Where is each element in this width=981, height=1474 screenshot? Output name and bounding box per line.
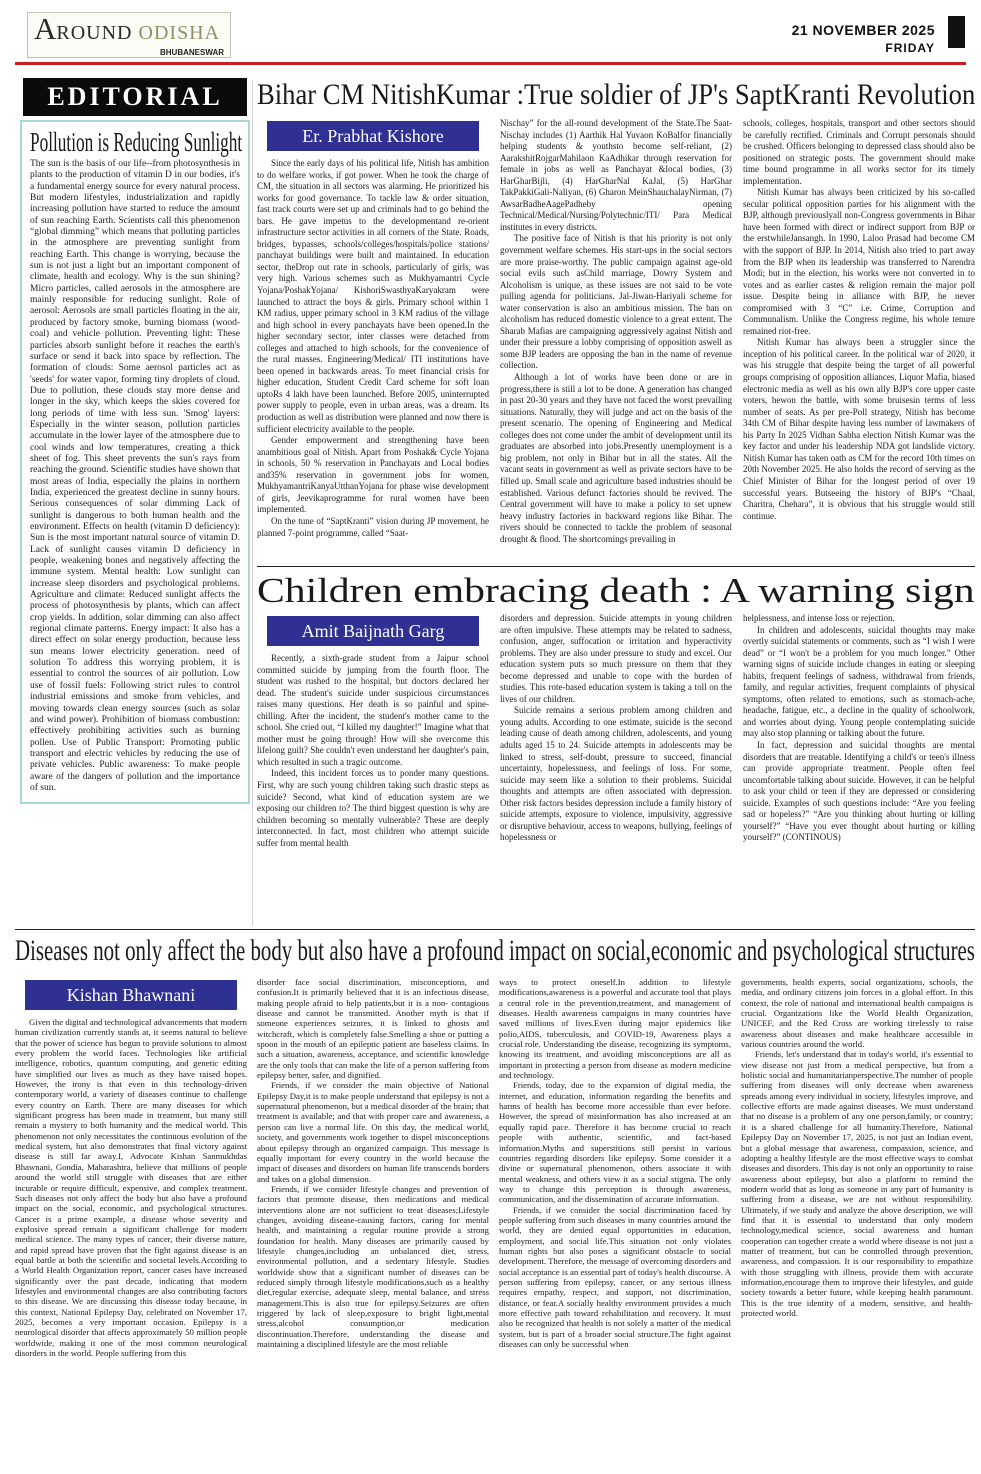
children-columns — [257, 613, 975, 927]
paragraph: Since the early days of his political life, Nitish has ambition to do welfare works, if got power. When he took the charge of CM, the situation in all sectors was alarming. He prioritized his works for good governance. To tackle law & order situation, fast track courts were set up and criminals had to go behind the bars. He gave impetus to the developmentand re-orient infrastructure sector activities in all corners of the State. Roads, bridges, bypasses, schools/colleges/hospitals/police stations/ panchayat buildings were built and maintained. In education sector, theDrop out rate in schools, particularly of girls, was very high. Various schemes such as Mukhyamantri Cycle Yojana/PoshakYojana/ KishoriSwasthyaKaryakram were launched to attract the boys & girls. Primary school within 1 KM radius, upper primary school in 3 KM radius of the village and high school in every panchayats have been opened.In the higher secondary sector, inter classes were detached from colleges and attached to high schools, for the convenience of the rural masses. Engineering/Medical/ ITI institutions have been opened in backwards areas. To meet financial crisis for higher education, Student Credit Card scheme for soft loan uptoRs 4 lakh have been launched. Before 2005, uninterrupted power supply to people, even in urban areas, was a dream. Its production as well as distribution were planned and now there is sufficient electricity available to the people. — [257, 158, 489, 434]
paragraph: ways to protect oneself.In addition to lifestyle modifications,awareness is a powerful and accurate tool that plays a central role in the prevention,treatment, and management of diseases. Health awareness campaigns in many countries have saved millions of lives.Even during major epidemics like polio,AIDS, tuberculosis, and COVID-19, Awareness plays a crucial role. Understanding the disease, recognizing its symptoms, knowing its treatment, and avoiding misconceptions are all as important in protecting a person from disease as modern medicine and technology. — [499, 977, 731, 1081]
diseases-column-1-text — [15, 1017, 247, 1358]
paragraph: Friends, if we consider the social discrimination faced by people suffering from such diseases in many countries around the world, they are denied equal opportunities in education, employment, and social life.This situation not only violates human rights but also poses a significant obstacle to social development. Therefore, the message of overcoming disorders and social acceptance is an essential part of today's health discourse. A person suffering from epilepsy, cancer, or any serious illness requires empathy, respect, and support, not discrimination, distance, or fear.A socially healthy environment provides a much more effective path toward rehabilitation and recovery. It must also be recognized that health is not solely a matter of the medical system, but is part of a broader social structure.The fight against diseases can only be successful when — [499, 1204, 731, 1350]
bihar-columns — [257, 118, 975, 565]
bihar-column-1-text — [257, 158, 489, 539]
bihar-column-2 — [500, 118, 732, 565]
bihar-column-1 — [257, 118, 489, 565]
paragraph: Friends, let's understand that in today's world, it's essential to view disease not just from a medical perspective, but from a holistic social and humanitarianperspective.The number of people suffering from diseases will only decrease when awareness spreads among every individual in society, lifestyles improve, and collective efforts are made against diseases. We must understand that no disease is a problem of any one person,family, or country; it is a shared challenge for all humanity.Therefore, National Epilepsy Day on November 17, 2025, is not just an Indian event, but a global message that awareness, compassion, science, and adopting a healthy lifestyle are the most effective ways to combat diseases and disorders. This day is not only an opportunity to raise awareness about epilepsy, but also a platform to remind the modern world that as long as someone in any part of humanity is suffering from a disease, we are not without responsibility. Ultimately, if we study and analyze the above description, we will find that it is essential to understand that only modern technology,medical science, social awareness and human cooperation can together create a world where disease is not just a matter of treatment, but can be controlled through prevention, awareness, and compassion. It is our responsibility to empathize with those struggling with illness, provide them with accurate information,encourage them to improve their lifestyles, and guide society towards a better future, while keeping health paramount. This is the true identity of a modern, sensitive, and health-protected world. — [741, 1049, 973, 1318]
bihar-headline: Bihar CM NitishKumar :True soldier of JP's SaptKranti Revolution — [257, 78, 975, 111]
children-headline: Children embracing death : A warning sign — [257, 571, 975, 610]
paragraph: Indeed, this incident forces us to ponder many questions. First, why are such young children taking such drastic steps as suicide? Second, what kind of education system are we exposing our children to? The third biggest question is why are children becoming so mentally vulnerable? These are deeply interconnected. In fact, most children who attempt suicide suffer from mental health — [257, 768, 489, 848]
diseases-column-4 — [741, 977, 973, 1471]
children-column-1 — [257, 613, 489, 927]
article-bihar — [257, 78, 975, 565]
brand-rest: ROUND — [56, 22, 139, 44]
children-author-byline: Amit Baijnath Garg — [267, 616, 479, 646]
paragraph: Nischay” for the all-round development of the State.The Saat-Nischay includes (1) Aarthik Hal Yuvaon KoBalfor financially helping students & youthsto become self-reliant, (2) AarakshitRojgarMahilaon KaAdhikar through reservation for female in jobs as well as Panchayat &local bodies, (3) HarGharBijli, (4) HarGharNal KaJal, (5) HarGhar TakPakkiGali-Naliyan, (6) Gharon MeinShauchalayNirman, (7) AwsarBadheAagePadheby opening Technical/Medical/Nursing/Polytechnic/ITI/ Para Medical institutes in every districts. — [500, 118, 732, 232]
paragraph: Recently, a sixth-grade student from a Jaipur school committed suicide by jumping from the fourth floor. The student was rushed to the hospital, but doctors declared her dead. The student's suicide under suspicious circumstances raises many questions. Her death is so painful and spine-chilling. After the incident, the student's mother came to the school. She cried out, “I killed my daughter!” Imagine what that mother must be going through! How will she overcome this lifelong guilt? She couldn't even understand her daughter's pain, which resulted in such a tragic outcome. — [257, 653, 489, 767]
paragraph: In fact, depression and suicidal thoughts are mental disorders that are treatable. Identifying a child's or teen's illness can provide appropriate treatment. People often feel uncomfortable talking about suicide. However, it can be helpful to ask your child or teen if they are depressed or considering suicide. Examples of such questions include: “Are you feeling sad or hopeless?” “Are you thinking about hurting or killing yourself?” “Have you ever thought about hurting or killing yourself?” (CONTINOUS) — [743, 740, 975, 843]
paragraph: Although a lot of works have been done or are in progress,there is still a lot to be done. A generation has changed in past 20-30 years and they have not faced the worst prevailing situations. Naturally, they will judge and act on the basis of the present scenario. The opening of Engineering and Medical colleges does not come under the ambit of development until its graduates are absorbed into jobs.Presently unemployment is a big problem, not only in Bihar but in all the states. All the vacant seats in government as well as private sectors have to be filled up. Small scale and agriculture based industries should be established. Various defunct factories should be revived. The Central government will have to make a policy to set upnew heavy industry factories in backward regions like Bihar. The rivers should be connected to tackle the problem of seasonal drought & flood. The shortcomings prevailing in — [500, 372, 732, 544]
header-divider — [15, 62, 966, 67]
bihar-column-3 — [743, 118, 975, 565]
brand-region: ODISHA — [138, 22, 221, 44]
paragraph: On the tune of “SaptKranti” vision during JP movement, he planned 7-point programme, called “Saat- — [257, 515, 489, 538]
diseases-column-3 — [499, 977, 731, 1471]
corner-block — [948, 16, 965, 48]
editorial-title: Pollution is Reducing Sunlight — [30, 127, 242, 157]
diseases-columns — [15, 977, 975, 1471]
paragraph: helplessness, and intense loss or rejection. — [743, 613, 895, 623]
section-divider-1 — [257, 566, 975, 567]
diseases-headline: Diseases not only affect the body but also have a profound impact on social,economic and psychological structures — [15, 934, 975, 967]
children-column-2 — [500, 613, 732, 927]
editorial-body — [30, 159, 240, 794]
date-block — [792, 22, 935, 55]
diseases-headline-wrap — [15, 934, 975, 974]
paragraph: The sun is the basis of our life--from photosynthesis in plants to the production of vitamin D in our bodies, it's a fundamental energy source for every natural process. But modern lifestyles, industrialization and rapidly increasing pollution have started to reduce the amount of sun reaching Earth. Scientists call this phenomenon “global dimming” which means that polluting particles in the atmosphere are preventing sunlight from reaching Earth. This change is worrying, because the sun is not just a light but an important component of climate, health and ecology. Why is the sun shining? Micro particles, called aerosols in the atmosphere are mainly responsible for reducing sunlight. Role of aerosol: Aerosols are small particles floating in the air, produced by factory smoke, burning biomass (wood-coal) and vehicle pollution. Preventing light: These particles absorb sunlight before it reaches the earth's surface or send it back into space by reflection. The formation of clouds: Some aerosol particles act as 'seeds' for water vapor, forming tiny droplets of cloud. Due to pollution, these clouds stay more dense and longer in the sky, which keeps the skies covered for long periods of time with less sun. 'Smog' layers: Especially in the winter season, pollution particles accumulate in the lower layer of the atmosphere due to cool winds and low temperatures, creating a thick sheet of fog. This sheet prevents the sun's rays from reaching the ground. Scientific studies have shown that most areas of India, especially the plains in northern India, experienced the greatest decline in sunny hours. Serious consequences of solar dimming Lack of sunlight is dangerous to both human health and the environment. Effects on health (vitamin D deficiency): Sun is the most important natural source of vitamin D. Lack of sunlight causes vitamin D deficiency in people, weakening bones and negatively affecting the immune system. Mental health: Low sunlight can increase sleep disorders and psychological problems. Agriculture and climate: Reduced sunlight affects the process of photosynthesis by plants, which can affect crop yields. In addition, solar dimming can also affect regional climate patterns. Energy impact: It also has a direct effect on solar energy production, because less sun means lower electricity generation. need of solution To address this worrying problem, it is essential to control the sources of air pollution. Low use of fossil fuels: Following strict rules to control industrial emissions and smoke from vehicles, and moving towards clean energy sources (such as solar and wind power). Prohibition of biomass combustion: effectively prohibiting activities such as burning pollen. Use of Public Transport: Promoting public transport and electric vehicles by reducing the use of private vehicles. Public awareness: To make people aware of the dangers of pollution and the importance of sun. — [30, 159, 241, 793]
paragraph: In children and adolescents, suicidal thoughts may make overtly suicidal statements or comments, such as “I wish I were dead” or “I won't be a problem for you much longer.” Other warning signs of suicide include changes in eating or sleeping habits, frequent feelings of sadness, withdrawal from friends, family, and regular activities, frequent complaints of physical symptoms, often related to emotions, such as stomach-ache, headache, fatigue, etc., a decline in the quality of schoolwork, and worries about dying. Young people contemplating suicide may also stop planning or talking about the future. — [743, 624, 975, 739]
paragraph: governments, health experts, social organizations, schools, the media, and ordinary citizens join forces in a global effort. In this context, the role of national and international health campaigns is crucial. Organizations like the World Health Organization, UNICEF, and the Red Cross are working tirelessly to raise awareness about diseases and make healthcare accessible in various countries around the world. — [741, 977, 973, 1050]
article-children — [257, 571, 975, 927]
paragraph: Nitish Kumar has always been criticized by his so-called secular political opposition parties for his alignment with the BJP, although previouslyall non-Congress governments in Bihar have been formed with direct or indirect support from BJP or the erstwhileJansangh. In 1990, Laloo Prasad had become CM with the support of BJP. In 2014, Nitish also tried to part away from the BJP when its leadership was transferred to Narendra Modi; but in the election, his works were not converted in to votes and as earlier castes & religion remain the major poll issue. Despite being in alliance with BJP, he never compromised with 3 “C” i.e. Crime, Corruption and Communalism. Unlike the Congress regime, his whole tenure remained riot-free. — [743, 187, 975, 336]
paragraph: disorders and depression. Suicide attempts in young children are often impulsive. These attempts may be related to sadness, confusion, anger, suffocation or irritation and hyperactivity problems. They are also under pressure to study and excel. Our education system puts so much pressure on them that they become depressed and unable to cope with the burden of studies. This rote-based education system is taking a toll on the lives of our children. — [500, 613, 732, 704]
bihar-author-byline: Er. Prabhat Kishore — [267, 121, 479, 151]
date-label: 21 NOVEMBER 2025 — [791, 22, 935, 38]
diseases-author-byline: Kishan Bhawnani — [25, 980, 237, 1010]
day-label: FRIDAY — [885, 41, 935, 55]
brand-title — [34, 11, 224, 50]
paragraph: Suicide remains a serious problem among children and young adults. According to one estimate, suicide is the second leading cause of death among children, adolescents, and young adults aged 15 to 24. Suicide attempts in adolescents may be linked to stress, self-doubt, pressure to succeed, financial uncertainty, hopelessness, and feelings of loss. For some, suicide may seem like a solution to their problems. Suicidal thoughts and attempts are often associated with depression. Other risk factors besides depression include a family history of suicide attempts, exposure to violence, impulsivity, aggressive or disruptive behaviour, access to weapons, bullying, feelings of hopelessness or — [500, 705, 732, 843]
editorial-label: EDITORIAL — [23, 78, 247, 116]
paragraph: Friends, if we consider the main objective of National Epilepsy Day,it is to make people understand that epilepsy is not a supernatural phenomenon, but a medical disorder of the brain; that treatment is available; and that with proper care and awareness, a person can live a normal life. On this day, the medical world, society, and governments work together to dispel misconceptions about epilepsy through an organized campaign. This message is equally important for every country in the world because the impact of diseases and disorders on human life transcends borders and takes on a global dimension. — [257, 1080, 489, 1184]
section-divider-2 — [15, 929, 975, 930]
editorial-article-box — [20, 120, 250, 804]
paragraph: The positive face of Nitish is that his priority is not only government welfare schemes. His start-ups in the social sectors are more praise-worthy. The public campaign against age-old social evils such asChild marriage, Dowry System and Alcoholism is unique, as these issues are not said to be vote pulling agenda for politicians. Jal-Jiwan-Hariyali scheme for water conservation is also an ambitious mission. The ban on alcoholism has reduced domestic violence to a great extent. The Sharab Mafias are campaigning aggressively against Nitish and under their pressure a lobby comprising of opposition aswell as some BJP leaders are opposing the ban in the name of revenue collection. — [500, 233, 732, 371]
diseases-column-2 — [257, 977, 489, 1471]
paragraph: schools, colleges, hospitals, transport and other sectors should be carefully rectified. Criminals and Corrupt personals should be crushed. Officers belonging to depressed class should also be positioned on strategic posts. The government should make time bound programme in all works sector for its timely implementation. — [743, 118, 975, 186]
diseases-column-1 — [15, 977, 247, 1471]
masthead-city: BHUBANESWAR — [160, 48, 224, 57]
children-column-1-text — [257, 653, 489, 849]
paragraph: Gender empowerment and strengthening have been anambitious goal of Nitish. Apart from Poshak& Cycle Yojana in schools, 50 % reservation in Panchayats and Local bodies and35% reservation in government jobs for women, MukhyamantriKanyaUtthanYojana for phase wise development of girls, Jeevikaprogramme for rural women have been implemented. — [257, 435, 489, 515]
article-diseases — [15, 934, 975, 1471]
paragraph: Given the digital and technological advancements that modern human civilization currently stands at, it seems natural to believe that the power of science has begun to provide solutions to almost every problem the world faces. Technologies like artificial intelligence, robotics, quantum computing, and genetic editing have simplified our lives as much as they have raised hopes. However, the irony is that even in this technology-driven contemporary world, a variety of diseases continue to challenge every country on Earth. There are many diseases for which significant progress has been made in treatment, but many still remain a mystery to both humanity and the medical world. This phenomenon not only necessitates the continuous evolution of the medical system, but also demonstrates that final victory against disease is still far away.I, Advocate Kishan Sanmukhdas Bhawnani, Gondia, Maharashtra, believe that millions of people around the world still struggle with diseases that are either incurable or require difficult, expensive, and complex treatment. Such diseases not only affect the body but also have a profound impact on the social, economic, and psychological structures. Cancer is a prime example, a disease whose severity and explosive spread remain a significant challenge for modern medical science. The many types of cancer, their diverse nature, and rapid spread have proven that the fight against disease is an equal battle at both the scientific and societal levels.According to a World Health Organization report, cancer cases have increased significantly over the past decade, indicating that modern lifestyles and environmental changes are also contributing factors to this disease. We are discussing this disease today because, in this context, National Epilepsy Day, celebrated on November 17, 2025, becomes a very important occasion. Epilepsy is a neurological disorder that affects approximately 50 million people worldwide, making it one of the most common neurological disorders in the world. People suffering from this — [15, 1017, 247, 1358]
paragraph: Nitish Kumar has always been a struggler since the inception of his political career. In the political war of 2020, it was his struggle that despite being the target of all powerful groups comprising of opposition alliances, Liquor Mafia, biased electronic media as well as his own ally BJP's core upper caste voters, hewon the battle, with some bruisesin terms of less number of seats. As per pre-Poll strategy, Nitish has become 34th CM of Bihar despite having less number of lawmakers of his Party In 2025 Vidhan Sabha election Nitish Kumar was the key factor and under his leadership NDA got landslide victory. Nitish Kumar has taken oath as CM for the record 10th times on 20th November 2025. He also holds the record of serving as the Chief Minister of Bihar for the longest period of over 19 successful years. Butseeing the history of BJP's “Chaal, Charitra, Chehara”, it is obvious that his struggle would still continue. — [743, 337, 975, 521]
paragraph: Friends, if we consider lifestyle changes and prevention of factors that promote disease, then medications and medical interventions alone are not sufficient to treat diseases;Lifestyle changes, avoiding disease-causing factors, caring for mental health, and maintaining a regular routine provide a strong foundation for health. Many diseases are primarily caused by lifestyle changes,including an unbalanced diet, stress, environmental pollution, and a sedentary lifestyle. Studies worldwide show that a significant number of diseases can be reduced simply through lifestyle modifications,such as a healthy diet,regular exercise, adequate sleep, mental balance, and stress management.This is also true for epilepsy.Seizures are often triggered by lack of sleep,exposure to bright light,mental stress,alcohol consumption,or medication discontinuation.Therefore, understanding the disease and maintaining a disciplined lifestyle are the most reliable — [257, 1183, 489, 1350]
editorial-section — [15, 78, 255, 804]
masthead-box — [27, 12, 231, 58]
bihar-headline-wrap — [257, 78, 975, 116]
children-headline-wrap — [257, 571, 975, 612]
paragraph: disorder face social discrimination, misconceptions, and confusion.It is primarily believed that it is an infectious disease, making people afraid to help patients,but it is a non- contagious disease and cannot be transmitted. Another myth is that if someone experiences seizures, it is linked to ghosts and witchcraft, which is completely false.Smelling a shoe or putting a spoon in the mouth of an epileptic patient are baseless claims. In such a situation, awareness, acceptance, and scientific knowledge are the only tools that can make the life of a person suffering from epilepsy better, safer, and dignified. — [257, 977, 489, 1081]
brand-initial: A — [34, 11, 57, 46]
children-column-3 — [743, 613, 975, 927]
editorial-title-wrap — [30, 127, 242, 159]
paragraph: Friends, today, due to the expansion of digital media, the internet, and education, information regarding the benefits and harms of health has become more accessible than ever before. However, the spread of misinformation has also increased at an equally rapid pace. Therefore it has become crucial to reach people with authentic, scientific, and fact-based information.Myths and superstitions still persist in various countries regarding disorders like epilepsy. Some consider it a divine or supernatural phenomenon, others associate it with mental weakness, and others view it as a social stigma. The only way to change this perception is through awareness, communication, and the dissemination of accurate information. — [499, 1080, 731, 1205]
